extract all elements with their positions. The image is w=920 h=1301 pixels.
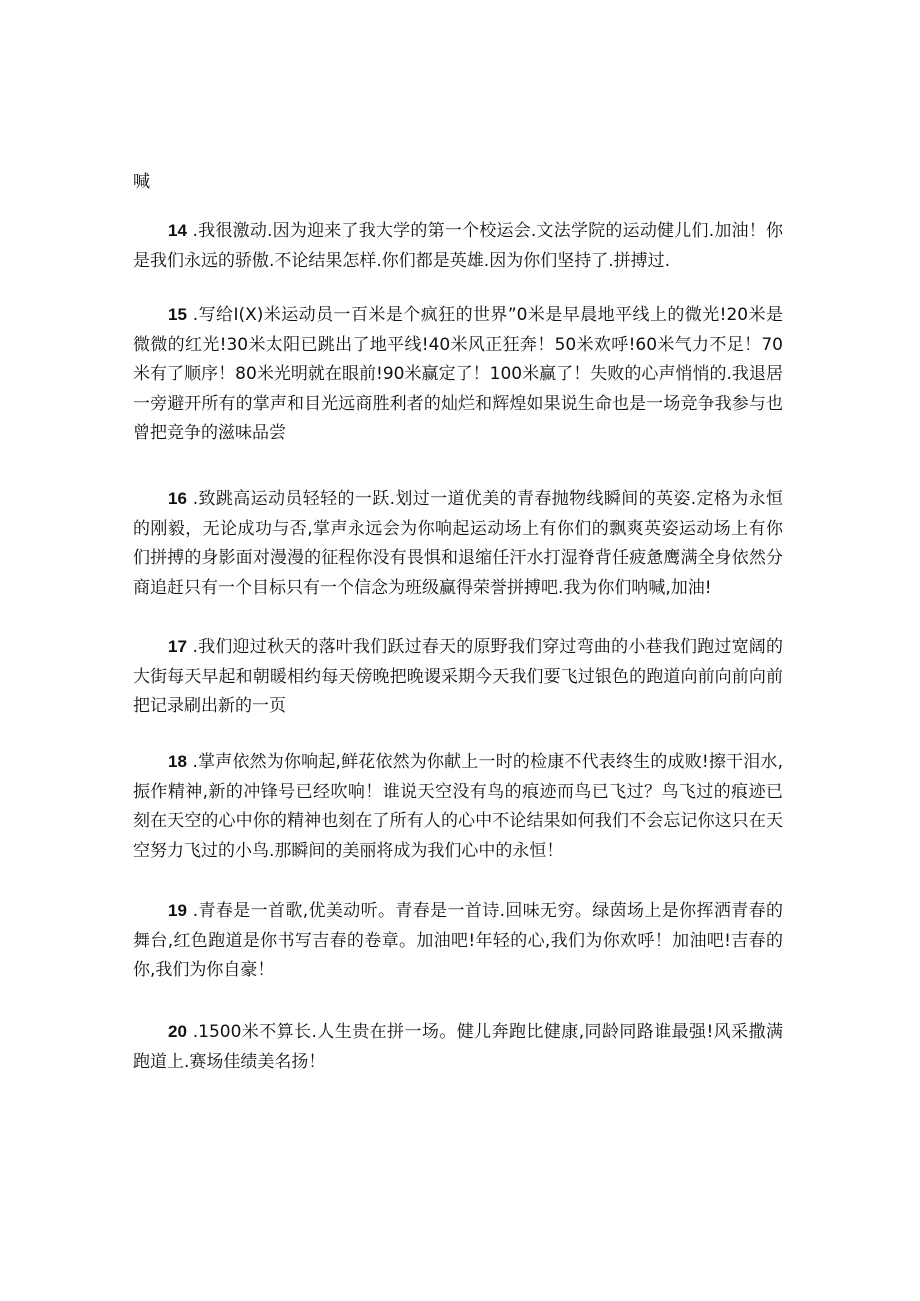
paragraph-number: 16 xyxy=(168,489,187,508)
paragraph-number: 15 xyxy=(168,305,187,324)
paragraph-19 xyxy=(133,896,783,986)
paragraph-16 xyxy=(133,484,783,603)
paragraph-text: .致跳高运动员轻轻的一跃.划过一道优美的青春抛物线瞬间的英姿.定格为永恒的刚毅，无论成功与否,掌声永远会为你响起运动场上有你们的飘爽英姿运动场上有你们拼搏的身影面对漫漫的征程你没有畏惧和退缩任汗水打湿脊背任疲惫鹰满全身依然分商追赶只有一个目标只有一个信念为班级赢得荣誉拼搏吧.我为你们呐喊,加油! xyxy=(133,489,783,598)
paragraph-18 xyxy=(133,747,783,866)
paragraph-15 xyxy=(133,300,783,449)
paragraph-text: .1500米不算长.人生贵在拼一场。健儿奔跑比健康,同龄同路谁最强!风采撒满跑道上.赛场佳绩美名扬！ xyxy=(133,1022,783,1072)
paragraph-text: .写给I(X)米运动员一百米是个疯狂的世界”0米是早晨地平线上的微光!20米是微微的红光!30米太阳已跳出了地平线!40米风正狂奔！50米欢呼!60米气力不足！70米有了顺序！80米光明就在眼前!90米赢定了！100米赢了！失败的心声悄悄的.我退居一旁避开所有的掌声和目光远商胜利者的灿烂和辉煌如果说生命也是一场竞争我参与也曾把竞争的滋味品尝 xyxy=(133,305,783,443)
paragraph-number: 20 xyxy=(168,1022,187,1041)
paragraph-number: 19 xyxy=(168,901,187,920)
paragraph-number: 17 xyxy=(168,637,187,656)
lead-text: 喊 xyxy=(133,172,150,192)
paragraph-17 xyxy=(133,632,783,722)
paragraph-text: .我们迎过秋天的落叶我们跃过春天的原野我们穿过弯曲的小巷我们跑过宽阔的大街每天早起和朝暖相约每天傍晚把晚谡采期今天我们要飞过银色的跑道向前向前向前把记录刷出新的一页 xyxy=(133,637,783,716)
paragraph-number: 14 xyxy=(168,221,187,240)
paragraph-20 xyxy=(133,1017,783,1077)
paragraph-text: .我很激动.因为迎来了我大学的第一个校运会.文法学院的运动健儿们.加油！你是我们永远的骄傲.不论结果怎样.你们都是英雄.因为你们坚持了.拼搏过. xyxy=(133,221,783,271)
continuation-text xyxy=(133,168,783,198)
paragraph-text: .青春是一首歌,优美动听。青春是一首诗.回味无穷。绿茵场上是你挥洒青春的舞台,红色跑道是你书写吉春的卷章。加油吧!年轻的心,我们为你欢呼！加油吧!吉春的你,我们为你自豪！ xyxy=(133,901,783,980)
paragraph-14 xyxy=(133,216,783,276)
paragraph-text: .掌声依然为你响起,鲜花依然为你献上一时的检康不代表终生的成败!擦干泪水,振作精神,新的冲锋号已经吹响！谁说天空没有鸟的痕迹而鸟已飞过？鸟飞过的痕迹已刻在天空的心中你的精神也刻在了所有人的心中不论结果如何我们不会忘记你这只在天空努力飞过的小鸟.那瞬间的美丽将成为我们心中的永恒！ xyxy=(133,752,783,861)
paragraph-number: 18 xyxy=(168,752,187,771)
